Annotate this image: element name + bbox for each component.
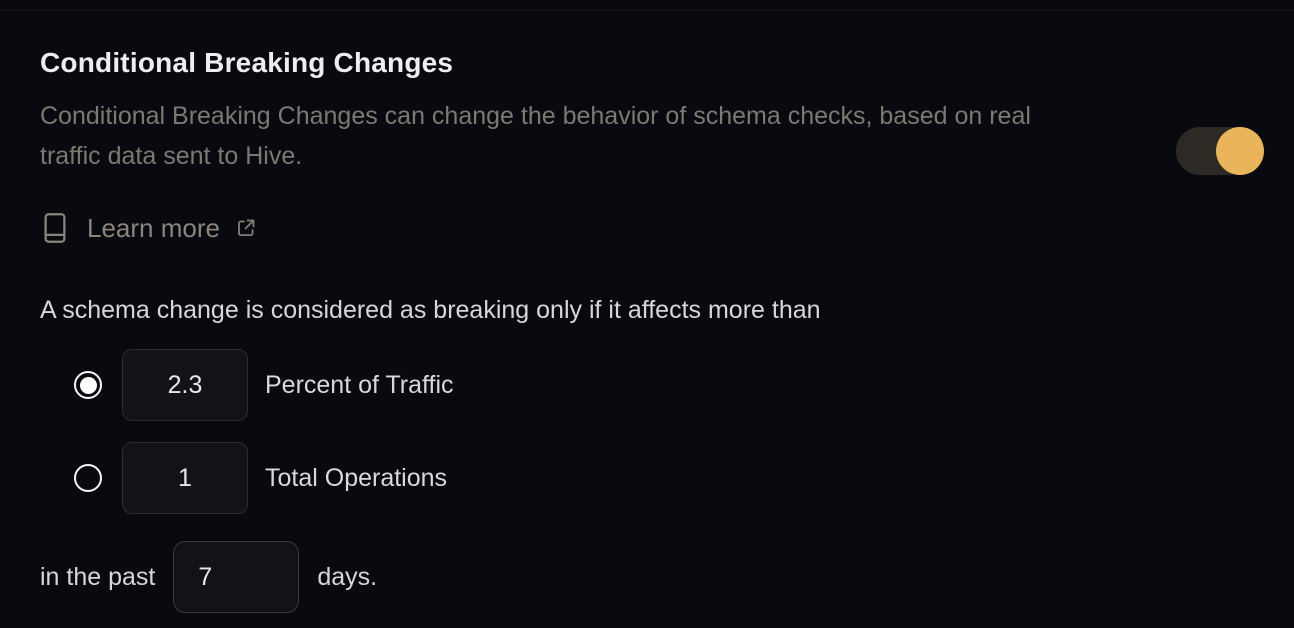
breaking-condition-statement: A schema change is considered as breaking only if it affects more than (40, 296, 821, 324)
total-operations-label: Total Operations (265, 463, 448, 492)
learn-more-link[interactable] (40, 210, 258, 246)
percent-of-traffic-row (40, 349, 1254, 421)
percent-of-traffic-radio[interactable] (74, 371, 102, 399)
book-icon (40, 210, 70, 246)
external-link-icon (234, 216, 258, 240)
total-operations-input[interactable] (122, 442, 248, 514)
period-row (40, 541, 1254, 613)
period-suffix-label: days. (317, 562, 378, 591)
percent-of-traffic-input[interactable] (122, 349, 248, 421)
period-prefix-label: in the past (40, 562, 156, 591)
section-title: Conditional Breaking Changes (40, 47, 454, 78)
section-description (40, 96, 1150, 176)
total-operations-radio[interactable] (74, 464, 102, 492)
learn-more-label: Learn more (87, 212, 220, 243)
percent-of-traffic-label: Percent of Traffic (265, 370, 454, 399)
days-input[interactable] (173, 541, 299, 613)
conditional-breaking-changes-toggle[interactable] (1176, 127, 1264, 175)
toggle-knob (1216, 127, 1264, 175)
description-line: Conditional Breaking Changes can change the behavior of schema checks, based on real (40, 102, 1031, 130)
panel-top-divider (0, 10, 1294, 11)
description-line: traffic data sent to Hive. (40, 142, 303, 170)
total-operations-row (40, 442, 1254, 514)
